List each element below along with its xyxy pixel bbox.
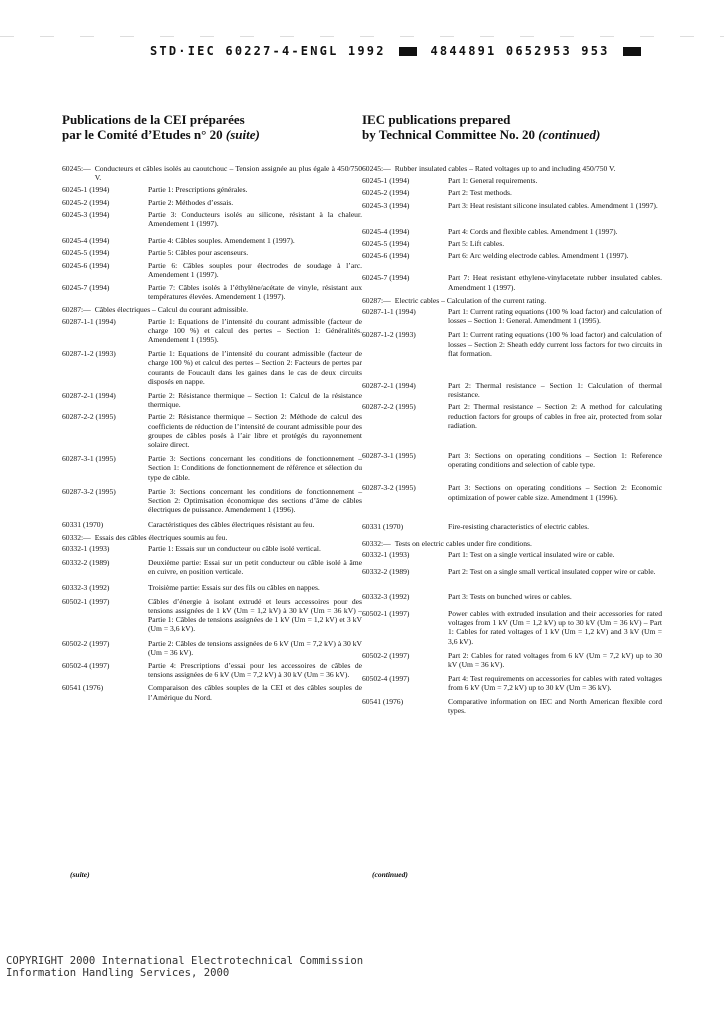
title-suffix: (suite) [225, 127, 260, 142]
publication-number: 60287-3-1 (1995) [62, 454, 116, 464]
publication-entry [62, 391, 362, 409]
publication-number: 60287:— [362, 295, 391, 305]
publication-entry [362, 227, 662, 236]
publication-number: 60332-1 (1993) [362, 550, 410, 560]
publication-entry [62, 236, 362, 245]
publication-title: Partie 1: Essais sur un conducteur ou câble isolé vertical. [148, 543, 321, 553]
publication-number: 60502-4 (1997) [362, 674, 410, 684]
publication-entry [62, 639, 362, 657]
publication-title: Câbles d’énergie à isolant extrudé et leurs accessoires pour des tensions assignées de 1 kV (Um = 1,2 kV) à 30 kV (Um = 36 kV) – Partie 1: Câbles de tensions assignées de 1 kV (Um = 1,2 kV) et 3 kV (Um = 3,6 kV). [148, 596, 362, 634]
publication-title: Part 2: Test on a single small vertical insulated copper wire or cable. [448, 567, 656, 577]
publication-number: 60245-7 (1994) [362, 273, 410, 283]
publication-entry [362, 273, 662, 291]
publication-number: 60287-2-2 (1995) [62, 412, 116, 422]
english-footer-continued: (continued) [372, 870, 408, 879]
publication-title: Partie 4: Câbles souples. Amendement 1 (1997). [148, 236, 295, 246]
publication-title: Partie 1: Equations de l’intensité du courant admissible (facteur de charge 100 %) et calcul des pertes – Section 1: Généralités. Amendement 1 (1995). [148, 316, 362, 345]
publication-number: 60331 (1970) [362, 521, 404, 531]
publication-number: 60332-1 (1993) [62, 543, 110, 553]
publication-number: 60245-4 (1994) [62, 236, 110, 246]
publication-number: 60245-7 (1994) [62, 283, 110, 293]
english-column [362, 112, 662, 715]
publication-number: 60332:— [362, 539, 391, 549]
publication-group [362, 296, 662, 305]
publication-number: 60245-5 (1994) [62, 248, 110, 258]
publication-number: 60245:— [362, 164, 391, 173]
publication-title: Part 1: General requirements. [448, 176, 538, 186]
publication-number: 60332-3 (1992) [362, 591, 410, 601]
publication-entry [62, 349, 362, 386]
publication-number: 60287-3-2 (1995) [362, 483, 416, 493]
publication-title: Part 5: Lift cables. [448, 239, 505, 249]
publication-entry [62, 661, 362, 679]
french-column [62, 112, 362, 702]
publication-entry [62, 558, 362, 576]
publication-title: Part 1: Current rating equations (100 % load factor) and calculation of losses – Section 2: Sheath eddy current loss factors for two circuits in flat formation. [448, 330, 662, 358]
publication-number: 60287-3-2 (1995) [62, 486, 116, 496]
publication-title: Part 1: Current rating equations (100 % load factor) and calculation of losses – Section 1: General. Amendment 1 (1995). [448, 307, 662, 326]
publication-entry [62, 520, 362, 529]
publication-entry [362, 674, 662, 692]
publication-number: 60541 (1976) [62, 683, 104, 693]
publication-entry [362, 550, 662, 559]
publication-title: Part 3: Tests on bunched wires or cables. [448, 591, 572, 601]
copyright-notice [6, 955, 363, 979]
publication-entry [362, 651, 662, 669]
publication-title: Partie 2: Câbles de tensions assignées de 6 kV (Um = 7,2 kV) à 30 kV (Um = 36 kV). [148, 638, 362, 657]
publication-number: 60287-2-2 (1995) [362, 402, 416, 412]
publication-title: Partie 3: Conducteurs isolés au silicone, résistant à la chaleur. Amendement 1 (1997). [148, 209, 362, 229]
english-column-title [362, 112, 662, 142]
publication-entry [62, 683, 362, 701]
publication-entry [362, 188, 662, 197]
publication-title: Fire-resisting characteristics of electric cables. [448, 521, 590, 531]
copyright-line: Information Handling Services, 2000 [6, 967, 230, 979]
document-stamp [150, 44, 645, 58]
publication-title: Partie 4: Prescriptions d’essai pour les accessoires de câbles de tensions assignées de 6 kV (Um = 7,2 kV) à 30 kV (Um = 36 kV). [148, 660, 362, 680]
publication-group [62, 305, 362, 314]
publication-number: 60245-3 (1994) [62, 209, 110, 219]
publication-entry [362, 522, 662, 531]
publication-entry [62, 210, 362, 228]
publication-group [362, 164, 662, 173]
publication-group [62, 164, 362, 182]
publication-group [362, 539, 662, 548]
publication-number: 60287:— [62, 305, 91, 315]
publication-entry [62, 317, 362, 345]
publication-title: Comparative information on IEC and North American flexible cord types. [448, 696, 662, 715]
publication-entry [62, 597, 362, 634]
publication-number: 60287-2-1 (1994) [62, 391, 116, 401]
publication-entry [362, 697, 662, 715]
publication-entry [62, 261, 362, 279]
publication-title: Partie 2: Résistance thermique – Section 2: Méthode de calcul des coefficients de réduction de l’intensité de courant admissible pour des groupes de câbles posés à l’air libre et protégés du rayonnement solaire direct. [148, 412, 362, 450]
publication-title: Part 3: Sections on operating conditions – Section 2: Economic optimization of power cable size. Amendment 1 (1996). [448, 483, 662, 502]
publication-title: Part 2: Test methods. [448, 188, 512, 198]
publication-title: Part 1: Test on a single vertical insulated wire or cable. [448, 550, 615, 560]
publication-title: Part 2: Thermal resistance – Section 1: Calculation of thermal resistance. [448, 381, 662, 400]
publication-title: Partie 7: Câbles isolés à l’éthylène/acétate de vinyle, résistant aux températures élevées. Amendement 1 (1997). [148, 283, 362, 302]
publication-number: 60541 (1976) [362, 696, 404, 706]
publication-title: Rubber insulated cables – Rated voltages up to and including 450/750 V. [394, 164, 616, 173]
publication-title: Partie 1: Prescriptions générales. [148, 185, 248, 195]
publication-number: 60287-2-1 (1994) [362, 381, 416, 391]
publication-entry [62, 454, 362, 482]
publication-entry [62, 583, 362, 592]
publication-number: 60287-3-1 (1995) [362, 451, 416, 461]
publication-title: Power cables with extruded insulation and their accessories for rated voltages from 1 kV (Um = 1,2 kV) up to 30 kV (Um = 36 kV) – Part 1: Cables for rated voltages of 1 kV (Um = 1,2 kV) and 3 kV (Um = 3,6 kV). [448, 608, 662, 646]
publication-number: 60502-2 (1997) [62, 638, 110, 648]
publication-number: 60332:— [62, 532, 91, 542]
publication-number: 60287-1-1 (1994) [362, 307, 416, 317]
publication-title: Partie 5: Câbles pour ascenseurs. [148, 248, 249, 258]
publication-number: 60245-2 (1994) [62, 197, 110, 207]
publication-number: 60287-1-2 (1993) [62, 349, 116, 359]
publication-number: 60245-6 (1994) [62, 260, 110, 270]
publication-number: 60502-2 (1997) [362, 650, 410, 660]
french-footer-suite: (suite) [70, 870, 90, 879]
publication-number: 60332-2 (1989) [62, 558, 110, 568]
publication-number: 60245-3 (1994) [362, 200, 410, 210]
publication-title: Part 4: Test requirements on accessories for cables with rated voltages from 6 kV (Um = 7,2 kV) up to 30 kV (Um = 36 kV). [448, 674, 662, 693]
publication-entry [62, 412, 362, 449]
publication-title: Part 3: Sections on operating conditions – Section 1: Reference operating conditions and selection of cable type. [448, 451, 662, 470]
publication-number: 60245:— [62, 164, 91, 173]
french-publication-list [62, 164, 362, 702]
stamp-block-icon [399, 47, 417, 56]
publication-title: Part 7: Heat resistant ethylene-vinylacetate rubber insulated cables. Amendment 1 (1997). [448, 273, 662, 292]
publication-entry [362, 176, 662, 185]
title-line: Publications de la CEI préparées [62, 112, 245, 127]
publication-number: 60245-1 (1994) [62, 185, 110, 195]
publication-number: 60245-6 (1994) [362, 251, 410, 261]
publication-group [62, 533, 362, 542]
publication-number: 60245-4 (1994) [362, 226, 410, 236]
publication-title: Câbles électriques – Calcul du courant admissible. [94, 305, 249, 315]
publication-title: Partie 3: Sections concernant les conditions de fonctionnement – Section 1: Conditions de fonctionnement de référence et sélection du type de câble. [148, 454, 362, 482]
publication-entry [362, 609, 662, 646]
stamp-std-id: STD·IEC 60227-4-ENGL 1992 [150, 44, 386, 58]
title-line: par le Comité d’Etudes n° 20 [62, 127, 223, 142]
publication-number: 60332-3 (1992) [62, 582, 110, 592]
publication-entry [362, 451, 662, 469]
publication-entry [62, 185, 362, 194]
stamp-block-icon [623, 47, 641, 56]
publication-title: Partie 1: Equations de l’intensité du courant admissible (facteur de charge 100 %) et calcul des pertes – Section 2: Facteurs de pertes par courants de Foucault dans les gaines dans le cas de deux circuits disposés en nappe. [148, 349, 362, 386]
publication-entry [62, 544, 362, 553]
publication-number: 60287-1-2 (1993) [362, 330, 416, 340]
publication-title: Part 2: Thermal resistance – Section 2: A method for calculating reduction factors for groups of cables in free air, protected from solar radiation. [448, 402, 662, 430]
publication-number: 60332-2 (1989) [362, 567, 410, 577]
publication-entry [362, 381, 662, 399]
publication-number: 60502-1 (1997) [62, 596, 110, 606]
publication-title: Conducteurs et câbles isolés au caoutchouc – Tension assignée au plus égale à 450/750 V. [94, 164, 362, 183]
publication-title: Troisième partie: Essais sur des fils ou câbles en nappes. [148, 582, 320, 592]
publication-title: Part 4: Cords and flexible cables. Amendment 1 (1997). [448, 226, 618, 236]
publication-title: Partie 2: Méthodes d’essais. [148, 197, 234, 207]
publication-title: Essais des câbles électriques soumis au feu. [94, 532, 228, 542]
publication-entry [62, 283, 362, 301]
publication-number: 60245-1 (1994) [362, 176, 410, 186]
publication-entry [362, 307, 662, 325]
copyright-line: COPYRIGHT 2000 International Electrotechnical Commission [6, 955, 364, 967]
publication-title: Part 3: Heat resistant silicone insulated cables. Amendment 1 (1997). [448, 200, 658, 210]
publication-entry [62, 248, 362, 257]
publication-title: Electric cables – Calculation of the current rating. [394, 295, 547, 305]
stamp-number: 4844891 0652953 953 [430, 44, 610, 58]
publication-entry [362, 330, 662, 358]
publication-entry [362, 201, 662, 210]
publication-title: Partie 6: Câbles souples pour électrodes de soudage à l’arc. Amendement 1 (1997). [148, 260, 362, 279]
publication-number: 60245-5 (1994) [362, 239, 410, 249]
publication-number: 60502-4 (1997) [62, 660, 110, 670]
publication-title: Deuxième partie: Essai sur un petit conducteur ou câble isolé à âme en cuivre, en position verticale. [148, 558, 362, 577]
publication-title: Part 6: Arc welding electrode cables. Amendment 1 (1997). [448, 251, 629, 261]
title-line: IEC publications prepared [362, 112, 511, 127]
publication-number: 60331 (1970) [62, 519, 104, 529]
publication-title: Partie 3: Sections concernant les conditions de fonctionnement – Section 2: Optimisation économique des sections d’âme de câbles électriques de puissance. Amendement 1 (1996). [148, 486, 362, 515]
publication-entry [62, 487, 362, 515]
publication-number: 60287-1-1 (1994) [62, 316, 116, 326]
publication-title: Caractéristiques des câbles électriques résistant au feu. [148, 519, 315, 529]
publication-title: Part 2: Cables for rated voltages from 6 kV (Um = 7,2 kV) up to 30 kV (Um = 36 kV). [448, 650, 662, 669]
english-publication-list [362, 164, 662, 715]
publication-entry [62, 198, 362, 207]
publication-entry [362, 567, 662, 576]
publication-entry [362, 592, 662, 601]
scan-artifact-line [0, 36, 724, 37]
publication-entry [362, 251, 662, 260]
publication-title: Tests on electric cables under fire conditions. [394, 539, 532, 549]
publication-entry [362, 402, 662, 430]
publication-entry [362, 483, 662, 501]
publication-title: Comparaison des câbles souples de la CEI et des câbles souples de l’Amérique du Nord. [148, 683, 362, 702]
title-suffix: (continued) [538, 127, 601, 142]
publication-entry [362, 239, 662, 248]
title-line: by Technical Committee No. 20 [362, 127, 535, 142]
publication-number: 60245-2 (1994) [362, 188, 410, 198]
french-column-title [62, 112, 362, 142]
publication-number: 60502-1 (1997) [362, 608, 410, 618]
publication-title: Partie 2: Résistance thermique – Section 1: Calcul de la résistance thermique. [148, 391, 362, 410]
